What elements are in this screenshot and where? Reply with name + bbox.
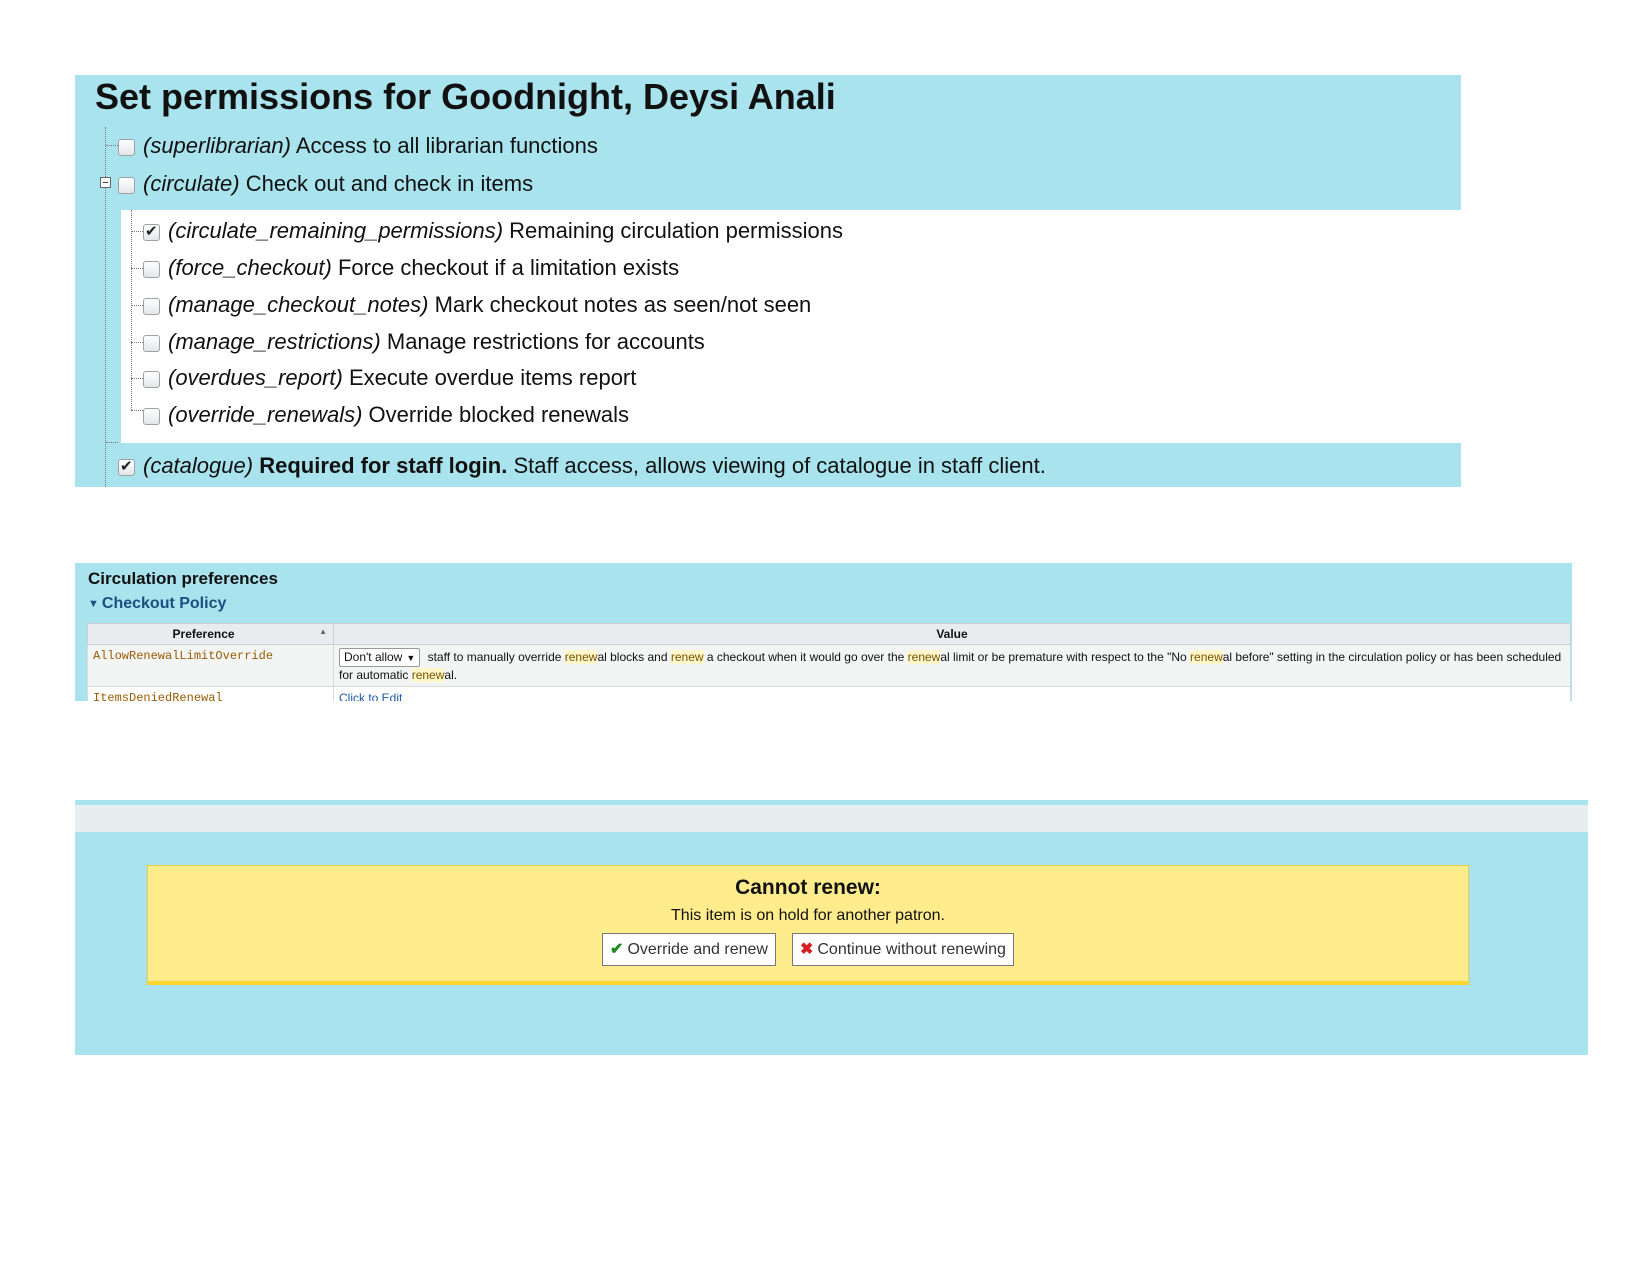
permission-checkbox[interactable] [118,459,135,476]
permission-force-checkout [143,252,679,284]
permission-label: Execute overdue items report [349,365,637,390]
tree-line [131,410,143,411]
permission-code: (circulate) [143,171,240,196]
permission-override-renewals [143,399,629,431]
permission-code: (circulate_remaining_permissions) [168,218,504,243]
preference-name: AllowRenewalLimitOverride [88,645,334,687]
permission-label: Force checkout if a limitation exists [337,255,680,280]
permission-circulate [118,168,533,200]
permission-label: Check out and check in items [245,171,534,196]
preference-value [334,687,1571,702]
sort-asc-icon: ▲ [319,627,327,636]
section-heading: Circulation preferences [88,569,278,588]
allow-override-select[interactable]: Don't allow ▼ [339,648,420,667]
renew-panel [75,800,1588,1055]
alert-title: Cannot renew: [735,876,881,899]
permissions-panel [75,75,1461,487]
override-and-renew-button[interactable]: ✔ Override and renew [602,933,776,966]
table-row [88,687,1571,702]
permission-catalogue [118,450,1046,482]
page-title: Set permissions for Goodnight, Deysi Anali [95,76,836,117]
permission-label: Access to all librarian functions [295,133,598,158]
permission-code: (catalogue) [143,453,254,478]
table-row [88,645,1571,687]
expand-triangle-icon: ▼ [88,598,99,610]
permission-circulate-remaining [143,215,843,247]
continue-without-renewing-button[interactable]: ✖ Continue without renewing [792,933,1014,966]
permission-label: Remaining circulation permissions [509,218,843,243]
permission-label: Staff access, allows viewing of catalogue in staff client. [513,453,1046,478]
permission-checkbox[interactable] [143,261,160,278]
preference-name: ItemsDeniedRenewal [88,687,334,702]
circulation-preferences-panel [75,563,1572,701]
column-header-preference[interactable]: Preference ▲ [88,624,334,645]
permission-code: (overdues_report) [168,365,343,390]
alert-message: This item is on hold for another patron. [671,907,945,924]
permission-checkbox[interactable] [143,298,160,315]
permission-superlibrarian [118,130,598,162]
permission-code: (manage_restrictions) [168,329,381,354]
tree-line [131,210,132,410]
collapse-toggle-icon[interactable]: − [100,177,111,188]
permission-label: Mark checkout notes as seen/not seen [434,292,812,317]
permission-required-note: Required for staff login. [259,453,508,478]
permission-checkbox[interactable] [143,371,160,388]
tree-line [131,305,143,306]
tree-line [106,145,118,146]
preferences-table [87,623,1571,701]
tree-line [131,378,143,379]
tree-line [131,268,143,269]
permission-code: (superlibrarian) [143,133,291,158]
permission-manage-restrictions [143,326,705,358]
preference-value: Don't allow ▼ staff to manually override renewal blocks and renew a checkout when it would go over the renewal limit or be premature with respect to the "No renewal before" setting in the circulation policy or has been scheduled for automatic renewal. [334,645,1571,687]
dropdown-arrow-icon: ▼ [406,653,416,663]
permission-checkbox[interactable] [143,335,160,352]
permission-label: Override blocked renewals [368,402,630,427]
subsection-title: Checkout Policy [101,595,227,612]
column-header-value[interactable]: Value [334,624,1571,645]
tree-line [131,342,143,343]
alert-actions [148,933,1468,966]
permission-checkbox[interactable] [143,224,160,241]
checkout-policy-toggle[interactable] [88,595,226,613]
click-to-edit-link[interactable]: Click to Edit [339,691,403,701]
circulate-subpermissions [121,210,1461,443]
permission-manage-checkout-notes [143,289,811,321]
cannot-renew-alert [147,865,1469,985]
permission-checkbox[interactable] [118,177,135,194]
permission-code: (force_checkout) [168,255,332,280]
close-icon: ✖ [799,941,814,958]
permission-code: (override_renewals) [168,402,363,427]
check-icon: ✔ [610,941,624,958]
tree-line [106,442,118,443]
tree-line [131,231,143,232]
permission-checkbox[interactable] [118,139,135,156]
permission-overdues-report [143,362,636,394]
permission-label: Manage restrictions for accounts [386,329,705,354]
permission-code: (manage_checkout_notes) [168,292,429,317]
permission-checkbox[interactable] [143,408,160,425]
toolbar-strip [75,805,1588,832]
